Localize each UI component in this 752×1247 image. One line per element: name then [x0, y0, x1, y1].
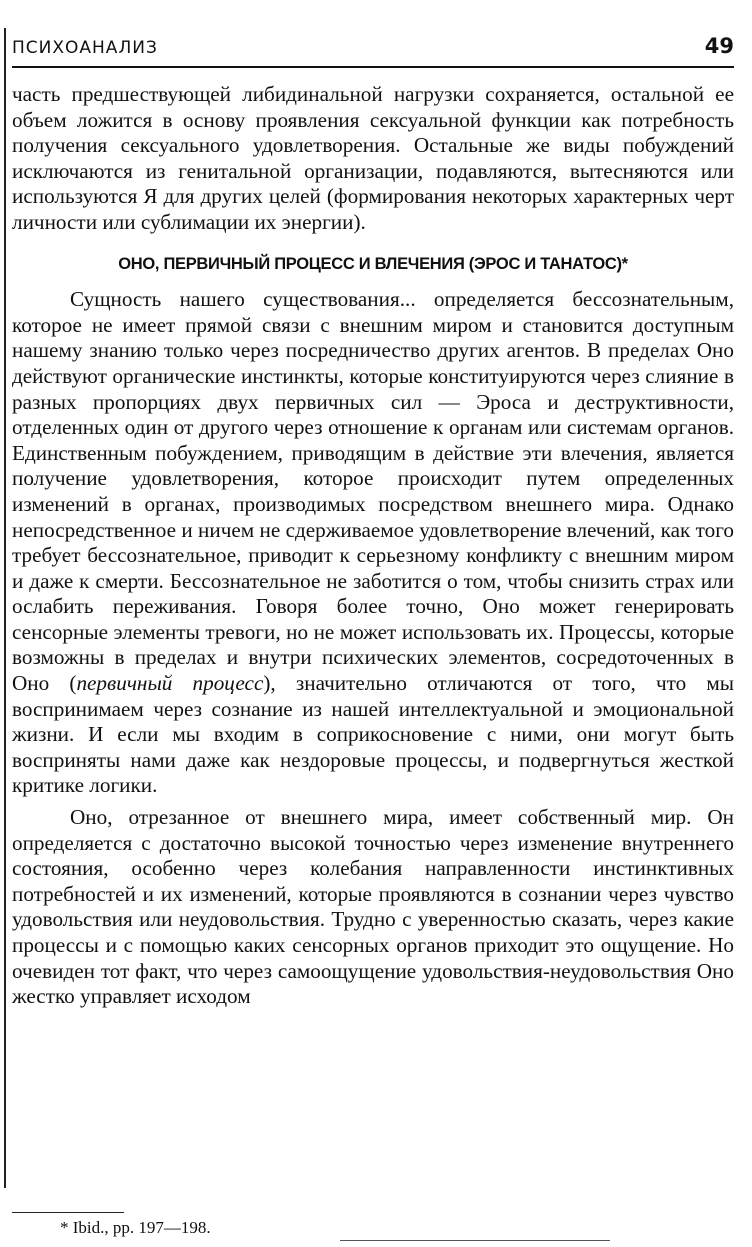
paragraph: [12, 287, 734, 799]
footnote: * Ibid., pp. 197—198.: [60, 1218, 211, 1237]
paragraph: Оно, отрезанное от внешнего мира, имеет собственный мир. Он определяется с достаточно высокой точностью через изменение внутреннего состояния, особенно через колебания направленности инстинктивных потребностей и их изменений, которые проявляются в сознании через чувство удовольствия или неудовольствия. Трудно с уверенностью сказать, через какие процессы и с помощью каких сенсорных органов приходит это ощущение. Но очевиден тот факт, что через самоощущение удовольствия-неудовольствия Оно жестко управляет исходом: [12, 805, 734, 1009]
page-number: 49: [704, 34, 734, 58]
paragraph-text: Сущность нашего существования... определяется бессознательным, которое не имеет прямой связи с внешним миром и становится доступным нашему знанию только через посредничество других агентов. В пределах Оно действуют органические инстинкты, которые конституируются через слияние в разных пропорциях двух первичных сил — Эроса и деструктивности, отделенных один от другого через отношение к органам или системам органов. Единственным побуждением, приводящим в действие эти влечения, является получение удовлетворения, которое происходит путем определенных изменений в органах, производимых посредством внешнего мира. Однако непосредственное и ничем не сдерживаемое удовлетворение влечений, как того требует бессознательное, приводит к серьезному конфликту с внешним миром и даже к смерти. Бессознательное не заботится о том, чтобы снизить страх или ослабить переживания. Говоря более точно, Оно может генерировать сенсорные элементы тревоги, но не может использовать их. Процессы, которые возможны в пределах и внутри психических элементов, сосредоточенных в Оно (: [12, 287, 734, 696]
paragraph-text: ), значительно отличаются от того, что мы воспринимаем через сознание из нашей интеллектуальной и эмоциональной жизни. И если мы входим в соприкосновение с ними, они могут быть восприняты нами даже как нездоровые процессы, и подвергнуться жесткой критике логики.: [12, 671, 735, 798]
page-edge-rule: [4, 28, 6, 1188]
page-header: [12, 34, 734, 68]
bottom-rule: [340, 1240, 610, 1241]
running-title: ПСИХОАНАЛИЗ: [12, 38, 158, 58]
footnote-divider: [12, 1212, 124, 1213]
body-text: [12, 82, 734, 1010]
section-heading: ОНО, ПЕРВИЧНЫЙ ПРОЦЕСС И ВЛЕЧЕНИЯ (ЭРОС И ТАНАТОС)*: [118, 254, 628, 273]
paragraph-continued: часть предшествующей либидинальной нагрузки сохраняется, остальной ее объем ложится в основу проявления сексуальной функции как потребность получения сексуального удовлетворения. Остальные же виды побуждений исключаются из генитальной организации, подавляются, вытесняются или используются Я для других целей (формирования некоторых характерных черт личности или сублимации их энергии).: [12, 82, 734, 234]
italic-term: первичный процесс: [76, 671, 264, 696]
